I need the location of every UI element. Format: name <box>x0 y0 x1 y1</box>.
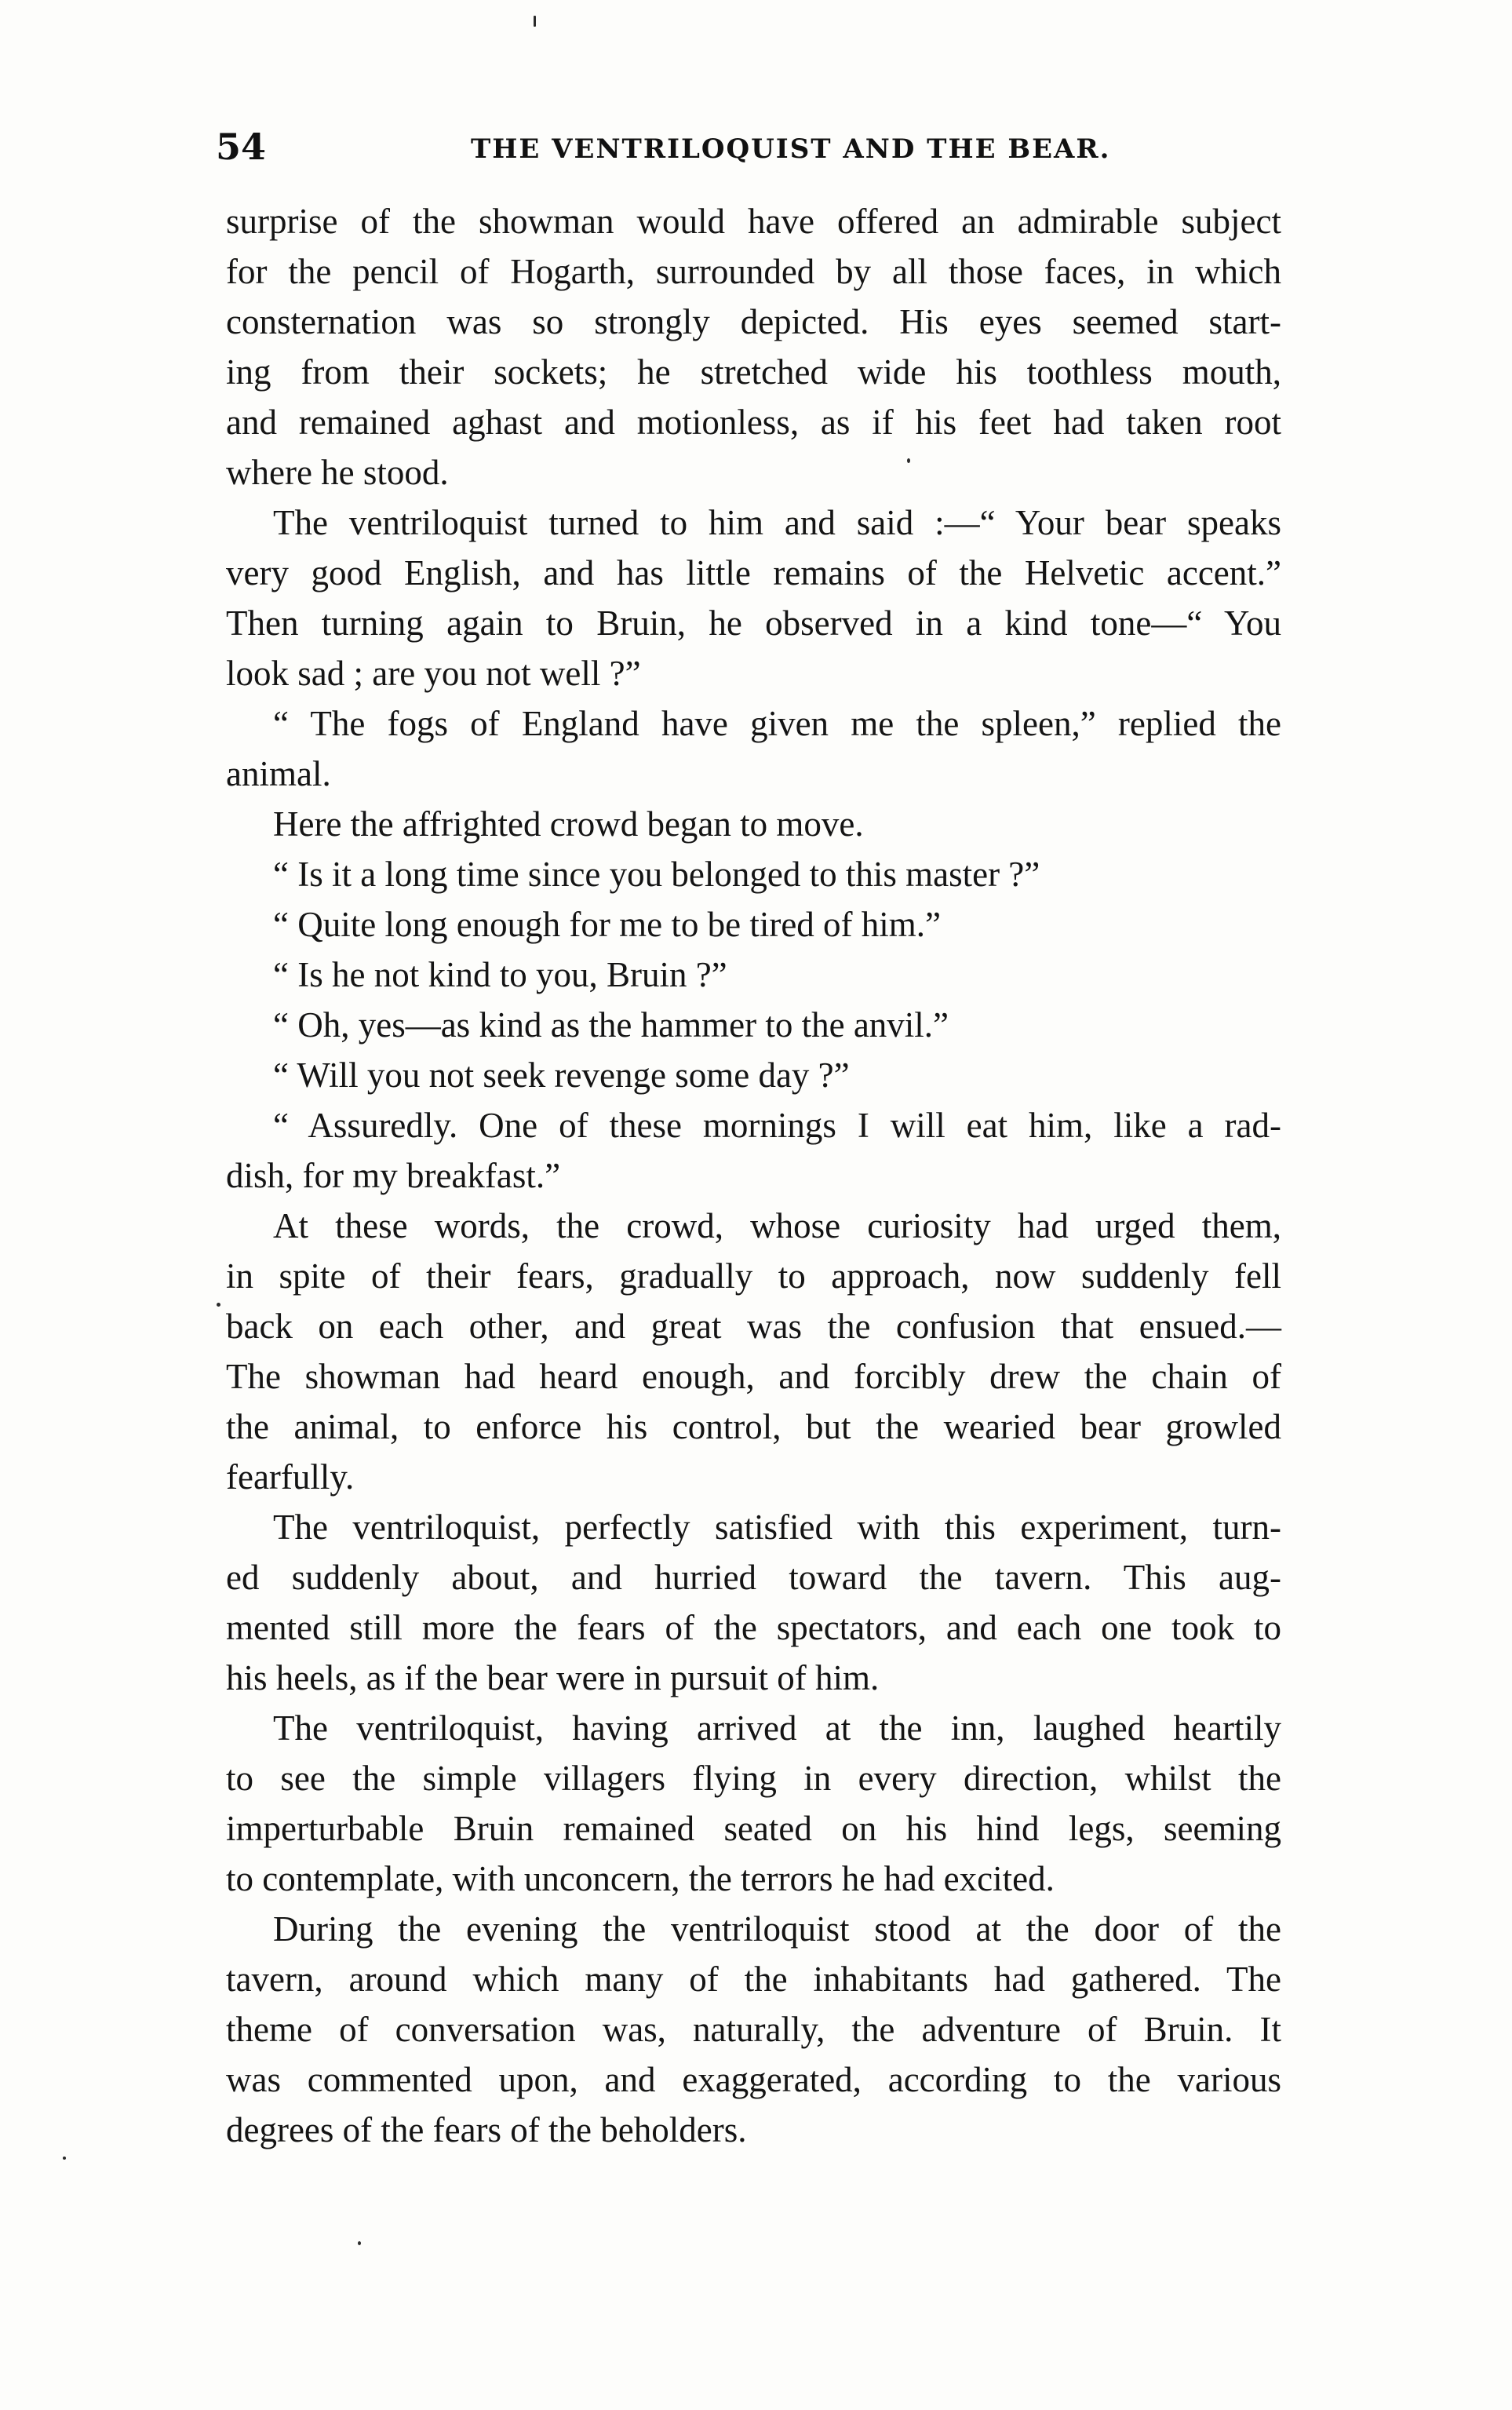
ink-speck <box>358 2241 361 2245</box>
text-line: to contemplate, with unconcern, the terrors he had excited. <box>226 1859 1055 1898</box>
page-number: 54 <box>216 126 267 168</box>
text-line: “ Assuredly. One of these mornings I will eat him, like a rad- <box>273 1106 1281 1145</box>
text-line: was commented upon, and exaggerated, according to the various <box>226 2060 1281 2099</box>
text-line: very good English, and has little remains of the Helvetic accent.” <box>226 553 1281 592</box>
text-line: look sad ; are you not well ?” <box>226 654 641 693</box>
text-line: where he stood. <box>226 453 449 492</box>
text-line: ed suddenly about, and hurried toward the tavern. This aug- <box>226 1558 1281 1597</box>
text-line: degrees of the fears of the beholders. <box>226 2110 747 2149</box>
text-line: Then turning again to Bruin, he observed in a kind tone—“ You <box>226 603 1281 643</box>
text-line: At these words, the crowd, whose curiosity had urged them, <box>273 1206 1281 1245</box>
text-line: and remained aghast and motionless, as if his feet had taken root <box>226 403 1281 442</box>
text-line: his heels, as if the bear were in pursuit of him. <box>226 1658 880 1697</box>
running-head: THE VENTRILOQUIST AND THE BEAR. <box>471 133 1111 165</box>
text-line: dish, for my breakfast.” <box>226 1156 561 1195</box>
text-line: consternation was so strongly depicted. His eyes seemed start- <box>226 302 1281 341</box>
text-line: During the evening the ventriloquist stood at the door of the <box>273 1909 1281 1949</box>
text-line: The ventriloquist, having arrived at the inn, laughed heartily <box>273 1708 1281 1748</box>
text-line: surprise of the showman would have offered an admirable subject <box>226 202 1281 241</box>
text-line: tavern, around which many of the inhabitants had gathered. The <box>226 1960 1281 1999</box>
text-line: “ Oh, yes—as kind as the hammer to the anvil.” <box>273 1005 949 1045</box>
text-line: “ Is it a long time since you belonged to this master ?” <box>273 855 1040 894</box>
text-line: ing from their sockets; he stretched wide his toothless mouth, <box>226 352 1281 392</box>
ink-speck <box>63 2157 66 2160</box>
text-line: “ Quite long enough for me to be tired of him.” <box>273 905 942 944</box>
text-line: the animal, to enforce his control, but the wearied bear growled <box>226 1407 1281 1446</box>
body-text <box>226 196 1281 2155</box>
ink-speck <box>907 458 910 463</box>
text-line: imperturbable Bruin remained seated on his hind legs, seeming <box>226 1809 1281 1848</box>
ink-speck <box>217 1303 220 1307</box>
text-line: Here the affrighted crowd began to move. <box>273 804 864 844</box>
text-line: The showman had heard enough, and forcibly drew the chain of <box>226 1357 1281 1396</box>
text-line: “ Will you not seek revenge some day ?” <box>273 1056 850 1095</box>
text-line: theme of conversation was, naturally, the adventure of Bruin. It <box>226 2010 1281 2049</box>
text-line: in spite of their fears, gradually to approach, now suddenly fell <box>226 1256 1281 1296</box>
text-line: “ The fogs of England have given me the spleen,” replied the <box>273 704 1281 743</box>
text-line: back on each other, and great was the confusion that ensued.— <box>226 1307 1281 1346</box>
text-line: The ventriloquist turned to him and said :—“ Your bear speaks <box>273 503 1281 542</box>
page-header <box>216 126 1283 173</box>
text-line: to see the simple villagers flying in every direction, whilst the <box>226 1759 1281 1798</box>
text-line: The ventriloquist, perfectly satisfied with this experiment, turn- <box>273 1508 1281 1547</box>
ink-speck <box>534 16 536 27</box>
text-line: for the pencil of Hogarth, surrounded by all those faces, in which <box>226 252 1281 291</box>
text-line: animal. <box>226 754 331 793</box>
text-line: mented still more the fears of the spectators, and each one took to <box>226 1608 1281 1647</box>
text-line: fearfully. <box>226 1457 355 1497</box>
text-line: “ Is he not kind to you, Bruin ?” <box>273 955 727 994</box>
